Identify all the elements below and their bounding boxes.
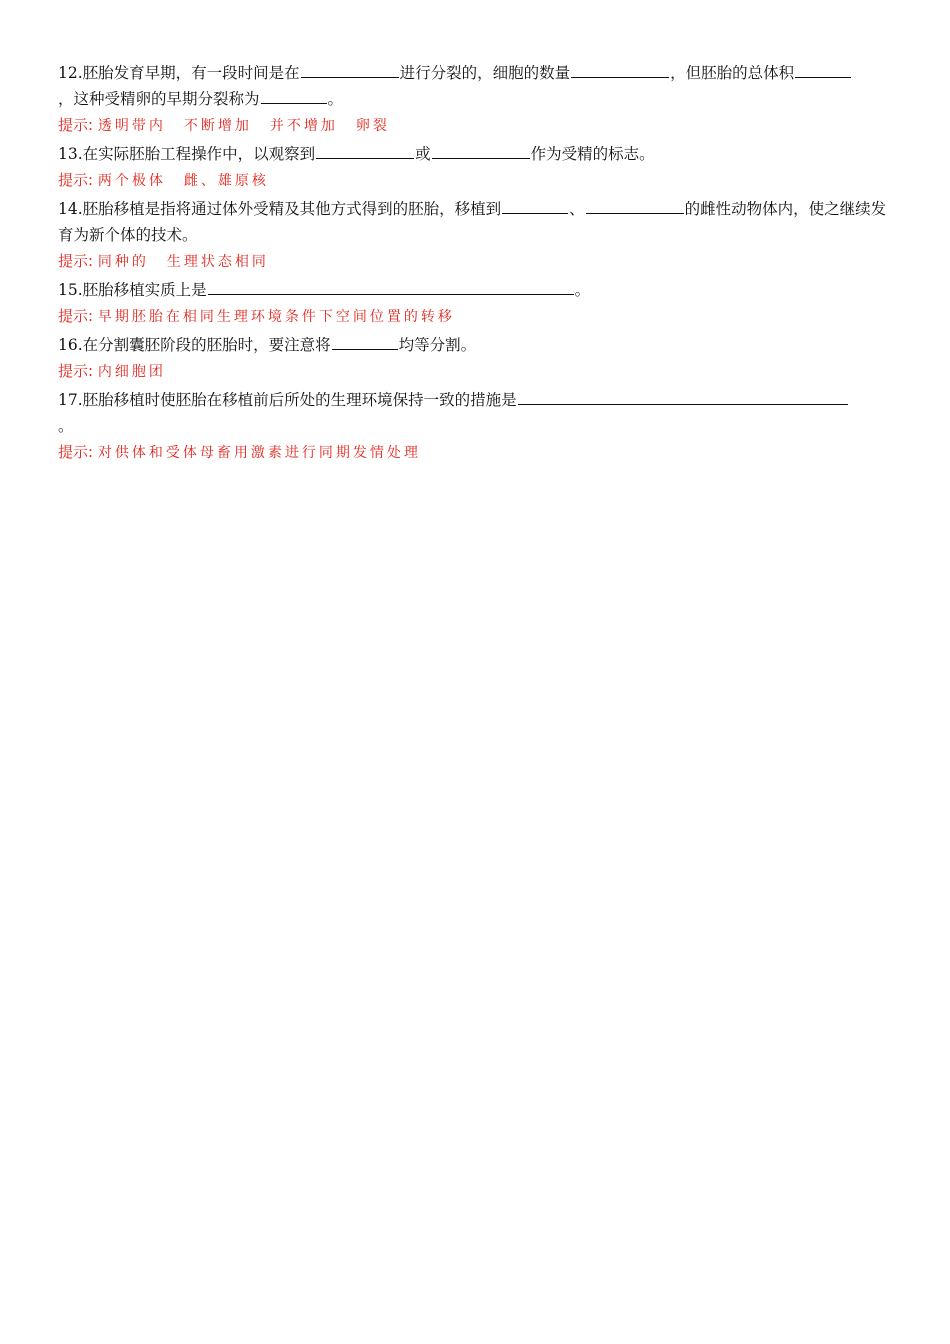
question-16 <box>58 332 892 358</box>
hint-label: 提示: <box>58 252 94 270</box>
question-text: 作为受精的标志。 <box>530 145 655 163</box>
hint-answer: 并不增加 <box>269 118 338 134</box>
hint-14 <box>58 248 892 276</box>
hint-answer: 早期胚胎在相同生理环境条件下空间位置的转移 <box>97 309 455 325</box>
answer-blank <box>332 333 398 350</box>
question-text: 均等分割。 <box>398 336 477 354</box>
question-text: ，但胚胎的总体积 <box>670 64 795 82</box>
question-text: ，这种受精卵的早期分裂称为 <box>58 90 260 108</box>
question-text: 。 <box>574 281 591 299</box>
hint-16 <box>58 358 892 386</box>
question-17 <box>58 387 892 439</box>
hint-label: 提示: <box>58 171 94 189</box>
question-text: 进行分裂的，细胞的数量 <box>399 64 571 82</box>
hint-answer: 卵裂 <box>355 118 390 134</box>
answer-blank <box>432 142 530 159</box>
hint-answer: 内细胞团 <box>97 364 166 380</box>
hint-answer: 雌、雄原核 <box>183 173 269 189</box>
answer-blank <box>208 278 574 295</box>
question-text: 15.胚胎移植实质上是 <box>58 281 207 299</box>
hint-15 <box>58 303 892 331</box>
hint-12 <box>58 112 892 140</box>
question-text: 13.在实际胚胎工程操作中，以观察到 <box>58 145 316 163</box>
answer-blank <box>795 61 851 78</box>
hint-answer: 对供体和受体母畜用激素进行同期发情处理 <box>97 445 421 461</box>
question-text: 。 <box>327 90 344 108</box>
hint-label: 提示: <box>58 307 94 325</box>
hint-answer: 两个极体 <box>97 173 166 189</box>
hint-label: 提示: <box>58 443 94 461</box>
answer-blank <box>261 87 327 104</box>
question-text: 。 <box>58 417 74 435</box>
answer-blank <box>518 388 848 405</box>
answer-blank <box>316 142 414 159</box>
document-page <box>58 60 892 468</box>
question-text: 12.胚胎发育早期，有一段时间是在 <box>58 64 300 82</box>
question-text: 或 <box>415 145 431 163</box>
hint-label: 提示: <box>58 116 94 134</box>
question-12 <box>58 60 892 112</box>
hint-answer: 生理状态相同 <box>166 254 269 270</box>
hint-answer: 透明带内 <box>97 118 166 134</box>
hint-answer: 同种的 <box>97 254 149 270</box>
answer-blank <box>301 61 399 78</box>
hint-13 <box>58 167 892 195</box>
hint-17 <box>58 439 892 467</box>
answer-blank <box>586 197 684 214</box>
question-text: 17.胚胎移植时使胚胎在移植前后所处的生理环境保持一致的措施是 <box>58 391 517 409</box>
question-text: 16.在分割囊胚阶段的胚胎时，要注意将 <box>58 336 331 354</box>
question-15 <box>58 277 892 303</box>
hint-answer: 不断增加 <box>183 118 252 134</box>
question-text: 14.胚胎移植是指将通过体外受精及其他方式得到的胚胎，移植到 <box>58 200 502 218</box>
question-14 <box>58 196 892 248</box>
hint-label: 提示: <box>58 362 94 380</box>
answer-blank <box>571 61 669 78</box>
question-text: 的雌性动物体内，使之继续发育为新个体的技术。 <box>58 200 887 244</box>
question-text: 、 <box>569 200 585 218</box>
answer-blank <box>502 197 568 214</box>
question-13 <box>58 141 892 167</box>
